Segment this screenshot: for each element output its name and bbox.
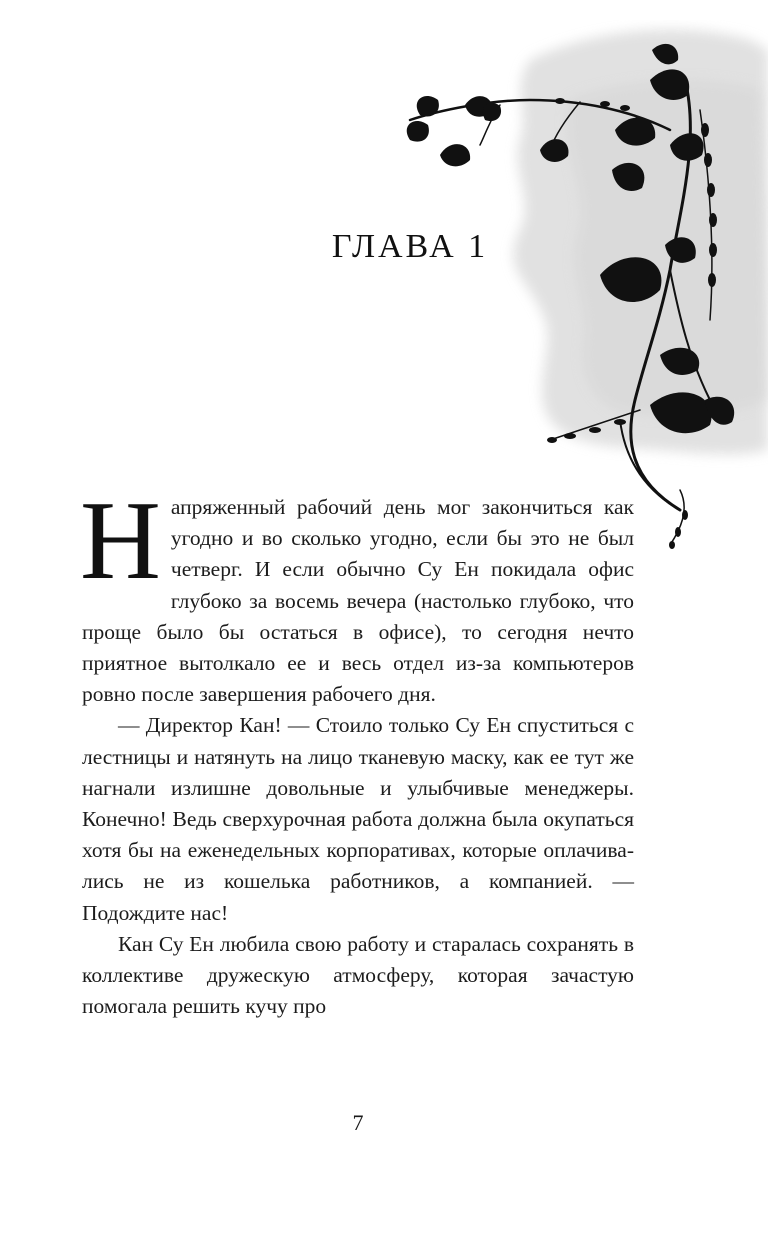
watercolor-wash	[513, 30, 768, 455]
paragraph-2: — Директор Кан! — Стоило только Су Ен спуститься с лестницы и натянуть на лицо тканевую маску, как ее тут же нагнали излишне довольные и улыбчивые менеджеры. Конечно! Ведь сверхурочная работа должна была окупаться хотя бы на еженедельных корпоративах, которые оплачивались не из кошелька работников, а компанией. — Подождите нас!	[82, 713, 634, 925]
chapter-title: ГЛАВА 1	[331, 228, 489, 265]
body-text	[80, 479, 634, 1022]
paragraph-1-text: апряженный рабочий день мог закончиться как угодно и во сколько угодно, если бы это не был четверг. И если обычно Су Ен покидала офис глубоко за восемь вечера (настолько глубоко, что проще было бы остаться в офисе), то сегодня нечто приятное вытолкало ее и весь отдел из-за компьютеров ровно после завершения рабочего дня.	[82, 495, 634, 707]
paragraph-3: Кан Су Ен любила свою работу и старалась сохранять в коллективе дружескую атмосферу, которая зачастую помогала решить кучу про	[82, 931, 634, 1019]
page-number: 7	[352, 1110, 364, 1135]
paragraph-1	[80, 479, 634, 710]
drop-cap: Н	[80, 479, 161, 603]
